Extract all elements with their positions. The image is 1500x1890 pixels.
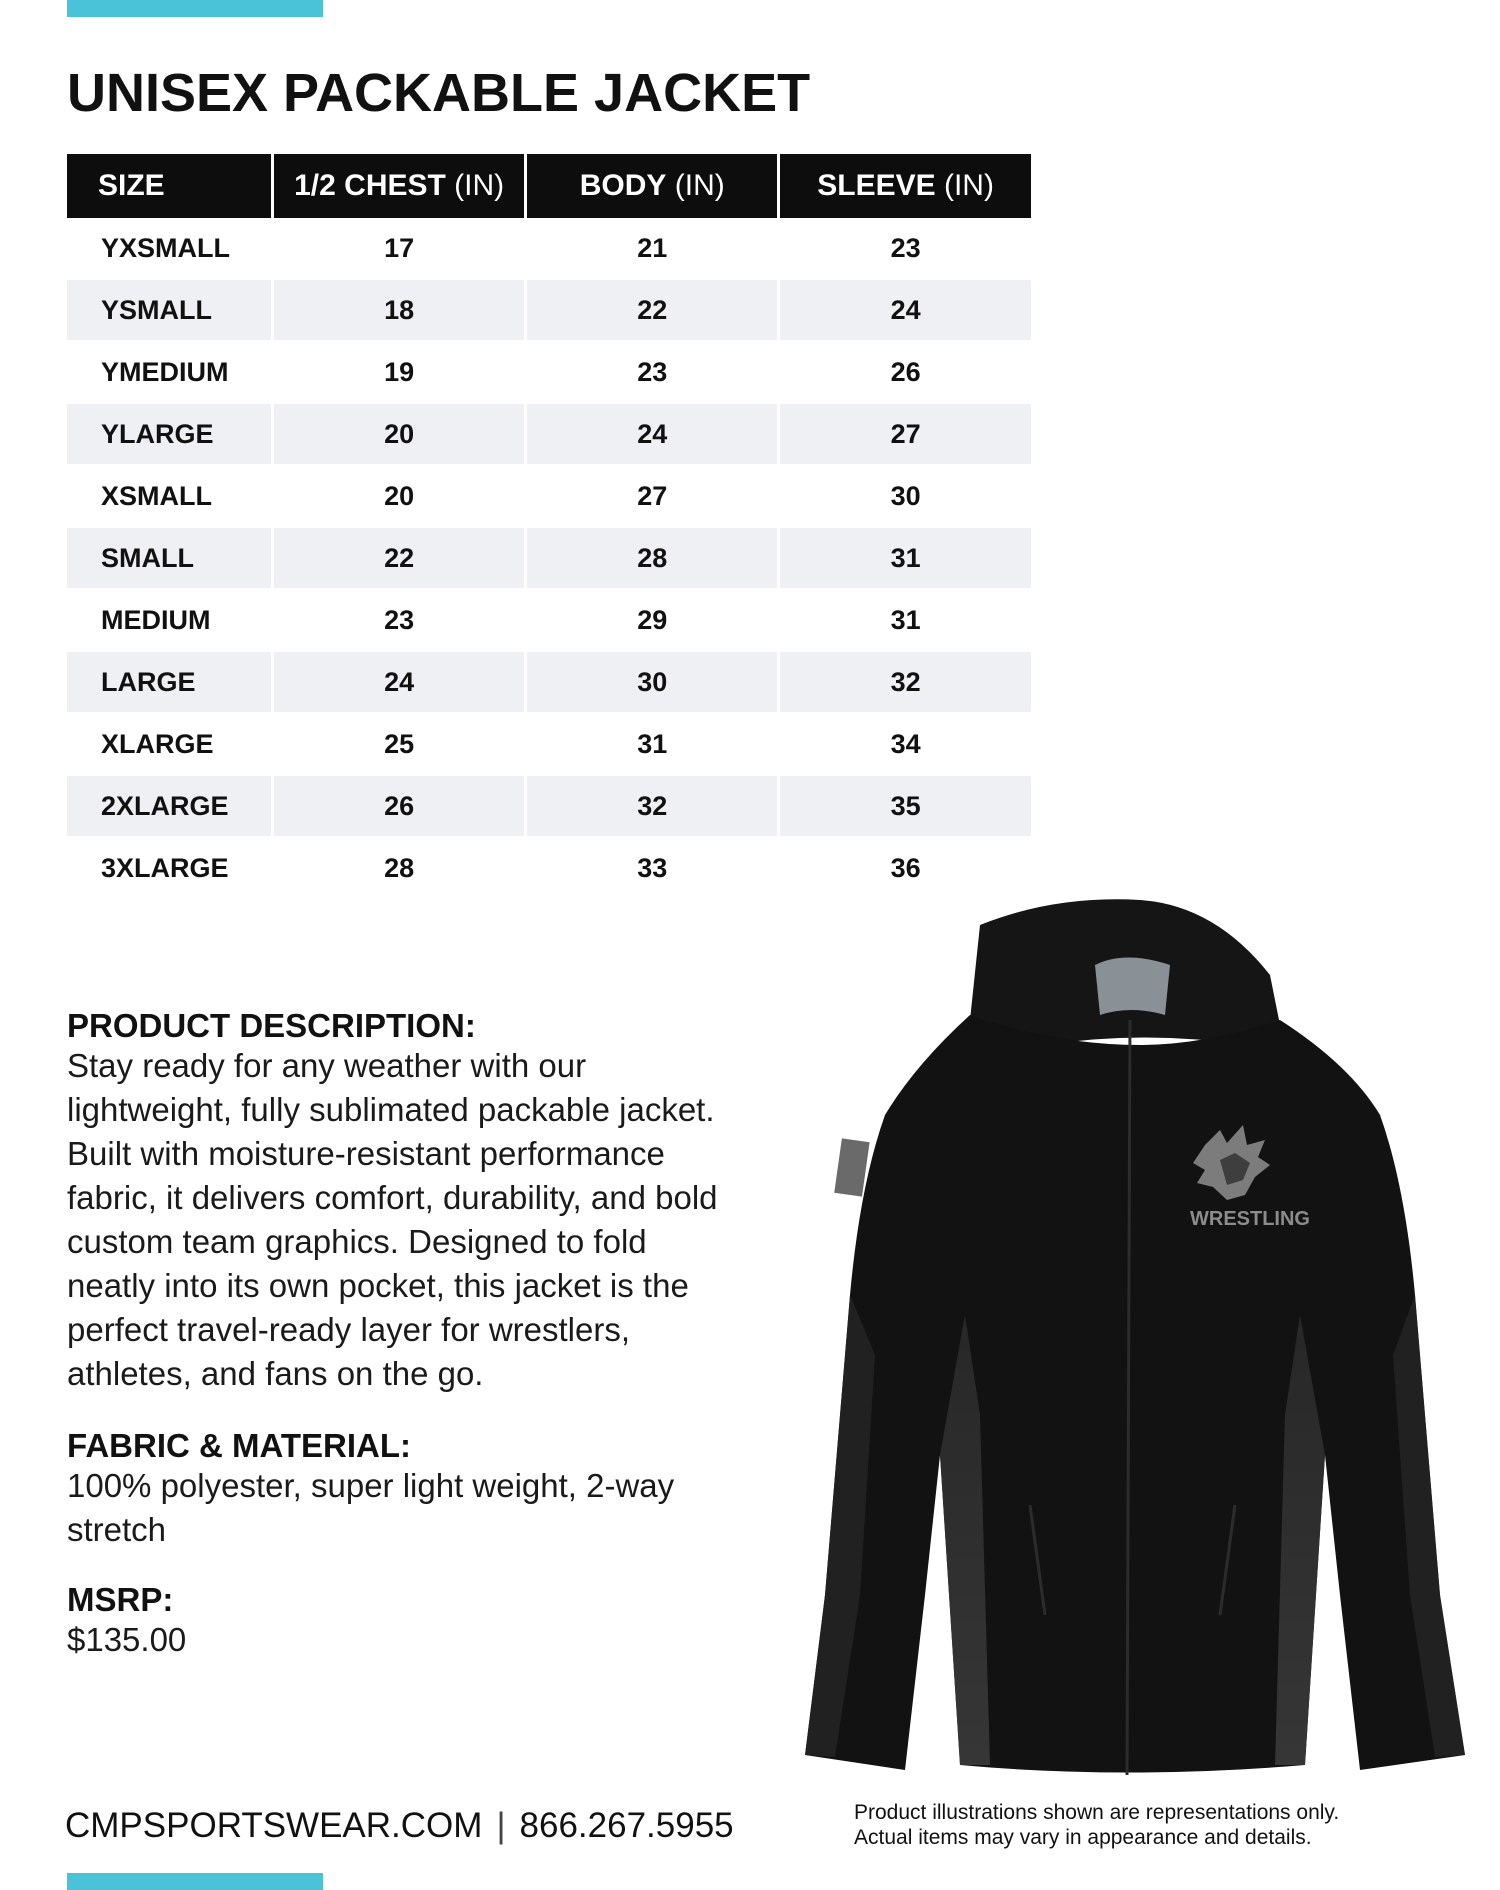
cell-chest: 25 bbox=[274, 714, 524, 776]
cell-body: 31 bbox=[527, 714, 777, 776]
bottom-accent-bar bbox=[67, 1873, 323, 1890]
cell-size: YMEDIUM bbox=[67, 342, 271, 404]
size-chart-table bbox=[64, 154, 1034, 900]
footer-phone[interactable]: 866.267.5955 bbox=[519, 1806, 734, 1845]
cell-chest: 22 bbox=[274, 528, 524, 590]
cell-body: 33 bbox=[527, 838, 777, 900]
table-body bbox=[67, 218, 1031, 900]
cell-body: 21 bbox=[527, 218, 777, 280]
cell-size: YSMALL bbox=[67, 280, 271, 342]
cell-chest: 20 bbox=[274, 466, 524, 528]
cell-chest: 19 bbox=[274, 342, 524, 404]
cell-size: YXSMALL bbox=[67, 218, 271, 280]
cell-chest: 17 bbox=[274, 218, 524, 280]
cell-chest: 28 bbox=[274, 838, 524, 900]
cell-body: 24 bbox=[527, 404, 777, 466]
table-row bbox=[67, 466, 1031, 528]
jacket-illustration bbox=[765, 895, 1485, 1785]
cell-sleeve: 26 bbox=[780, 342, 1031, 404]
table-row bbox=[67, 342, 1031, 404]
table-row bbox=[67, 776, 1031, 838]
cell-size: 2XLARGE bbox=[67, 776, 271, 838]
cell-sleeve: 34 bbox=[780, 714, 1031, 776]
msrp-price: $135.00 bbox=[67, 1621, 187, 1658]
product-description-section bbox=[67, 1008, 767, 1396]
product-description-heading: PRODUCT DESCRIPTION: bbox=[67, 1007, 476, 1044]
cell-size: SMALL bbox=[67, 528, 271, 590]
table-row bbox=[67, 652, 1031, 714]
jacket-logo-text: WRESTLING bbox=[1190, 1208, 1310, 1230]
cell-chest: 18 bbox=[274, 280, 524, 342]
header-sleeve: SLEEVE (IN) bbox=[780, 154, 1031, 218]
header-body: BODY (IN) bbox=[527, 154, 777, 218]
cell-body: 30 bbox=[527, 652, 777, 714]
cell-body: 32 bbox=[527, 776, 777, 838]
fabric-heading: FABRIC & MATERIAL: bbox=[67, 1427, 412, 1464]
table-row bbox=[67, 590, 1031, 652]
cell-sleeve: 24 bbox=[780, 280, 1031, 342]
table-row bbox=[67, 838, 1031, 900]
product-description-text: Stay ready for any weather with our lightweight, fully sublimated packable jacket. Built with moisture-resistant performance fabric, it delivers comfort, durability, and bold custom team graphics. Designed to fold neatly into its own pocket, this jacket is the perfect travel-ready layer for wrestlers, athletes, and fans on the go. bbox=[67, 1047, 718, 1392]
cell-chest: 20 bbox=[274, 404, 524, 466]
table-header-row bbox=[67, 154, 1031, 218]
table-row bbox=[67, 714, 1031, 776]
cell-chest: 24 bbox=[274, 652, 524, 714]
header-size: SIZE bbox=[67, 154, 271, 218]
cell-size: MEDIUM bbox=[67, 590, 271, 652]
cell-body: 23 bbox=[527, 342, 777, 404]
cell-size: LARGE bbox=[67, 652, 271, 714]
cell-sleeve: 31 bbox=[780, 590, 1031, 652]
msrp-heading: MSRP: bbox=[67, 1581, 174, 1618]
cell-size: XSMALL bbox=[67, 466, 271, 528]
table-row bbox=[67, 528, 1031, 590]
table-row bbox=[67, 280, 1031, 342]
cell-sleeve: 30 bbox=[780, 466, 1031, 528]
cell-size: YLARGE bbox=[67, 404, 271, 466]
cell-size: 3XLARGE bbox=[67, 838, 271, 900]
fabric-section bbox=[67, 1428, 767, 1552]
cell-body: 22 bbox=[527, 280, 777, 342]
footer-separator: | bbox=[496, 1806, 506, 1845]
cell-sleeve: 31 bbox=[780, 528, 1031, 590]
cell-body: 28 bbox=[527, 528, 777, 590]
cell-body: 27 bbox=[527, 466, 777, 528]
cell-chest: 23 bbox=[274, 590, 524, 652]
cell-sleeve: 32 bbox=[780, 652, 1031, 714]
cell-size: XLARGE bbox=[67, 714, 271, 776]
cell-chest: 26 bbox=[274, 776, 524, 838]
table-row bbox=[67, 404, 1031, 466]
disclaimer: Product illustrations shown are representations only. Actual items may vary in appearance and details. bbox=[854, 1801, 1340, 1849]
msrp-section bbox=[67, 1582, 767, 1662]
cell-sleeve: 35 bbox=[780, 776, 1031, 838]
cell-body: 29 bbox=[527, 590, 777, 652]
table-row bbox=[67, 218, 1031, 280]
footer-contact bbox=[65, 1806, 734, 1846]
cell-sleeve: 36 bbox=[780, 838, 1031, 900]
fabric-text: 100% polyester, super light weight, 2-way stretch bbox=[67, 1467, 675, 1548]
footer-website[interactable]: CMPSPORTSWEAR.COM bbox=[65, 1806, 483, 1845]
cell-sleeve: 27 bbox=[780, 404, 1031, 466]
page-title: UNISEX PACKABLE JACKET bbox=[67, 63, 811, 123]
header-chest: 1/2 CHEST (IN) bbox=[274, 154, 524, 218]
cell-sleeve: 23 bbox=[780, 218, 1031, 280]
top-accent-bar bbox=[67, 0, 323, 17]
